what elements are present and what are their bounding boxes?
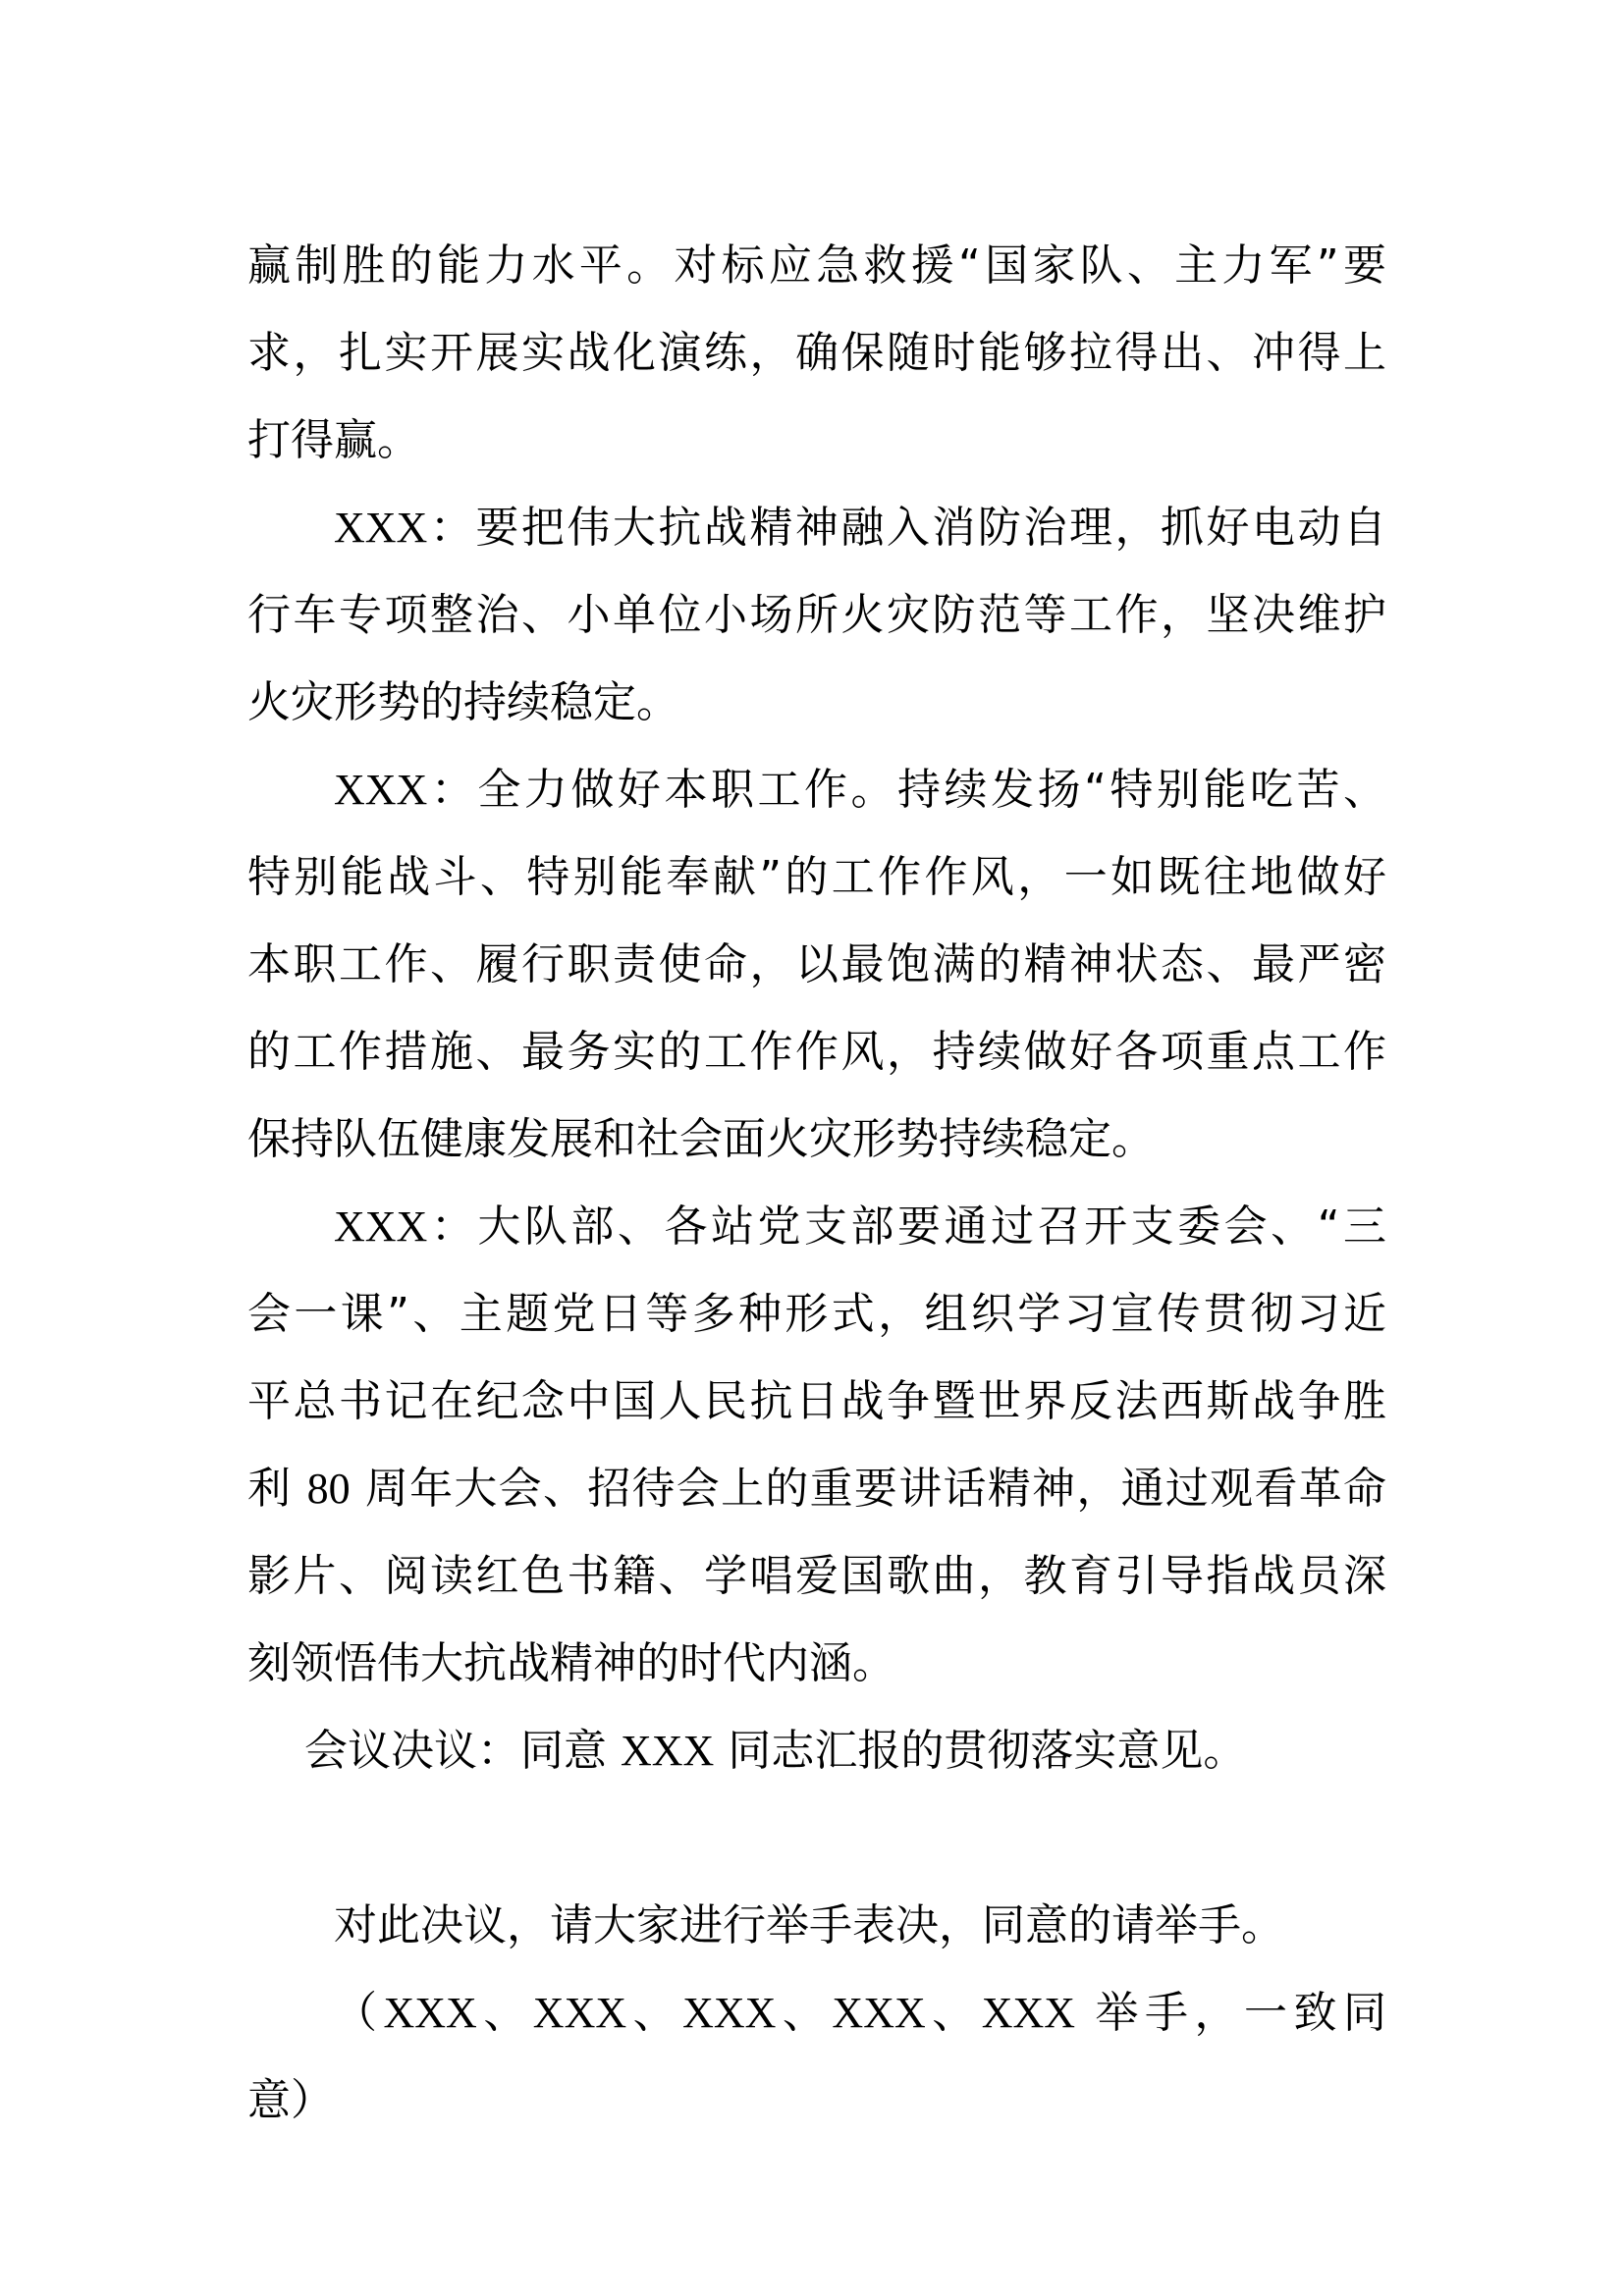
paragraph-line: 刻领悟伟大抗战精神的时代内涵。 bbox=[247, 1638, 895, 1688]
paragraph-text: 全力做好本职工作。持续发扬“特别能吃苦、 bbox=[477, 765, 1387, 815]
paragraph-line: 赢制胜的能力水平。对标应急救援“国家队、主力军”要 bbox=[247, 240, 1386, 291]
reporter-name: XXX bbox=[621, 1727, 715, 1775]
paragraph-line bbox=[247, 1445, 1386, 1532]
paragraph-line: 的工作措施、最务实的工作作风，持续做好各项重点工作 bbox=[247, 1027, 1386, 1077]
paragraph-line: 平总书记在纪念中国人民抗日战争暨世界反法西斯战争胜 bbox=[247, 1376, 1386, 1426]
speaker-paragraph-line bbox=[247, 1183, 1386, 1270]
paragraph-line: 打得赢。 bbox=[247, 415, 420, 465]
paragraph-line: 会一课”、主题党日等多种形式，组织学习宣传贯彻习近 bbox=[247, 1289, 1386, 1339]
resolution-text: 同意 bbox=[520, 1726, 621, 1776]
paragraph-line: 特别能战斗、特别能奉献”的工作作风，一如既往地做好 bbox=[247, 852, 1386, 902]
vote-result-line: 意） bbox=[247, 2075, 334, 2125]
vote-result-line bbox=[247, 1969, 1386, 2056]
voter-names: XXX、XXX、XXX、XXX、XXX bbox=[383, 1989, 1076, 2037]
vote-prompt: 对此决议，请大家进行举手表决，同意的请举手。 bbox=[334, 1900, 1284, 1950]
paragraph-text: 大队部、各站党支部要通过召开支委会、“三 bbox=[477, 1201, 1387, 1252]
paragraph-text: 周年大会、招待会上的重要讲话精神，通过观看革命 bbox=[350, 1464, 1387, 1514]
vote-result-text: 举手，一致同 bbox=[1075, 1988, 1386, 2038]
open-paren: （ bbox=[334, 1988, 384, 2038]
paragraph-line: 本职工作、履行职责使命，以最饱满的精神状态、最严密 bbox=[247, 939, 1386, 989]
speaker-paragraph-line bbox=[247, 746, 1386, 833]
paragraph-line: 求，扎实开展实战化演练，确保随时能够拉得出、冲得上 bbox=[247, 328, 1386, 378]
paragraph-line: 保持队伍健康发展和社会面火灾形势持续稳定。 bbox=[247, 1114, 1155, 1164]
speaker-name: XXX： bbox=[334, 504, 476, 552]
resolution-line bbox=[247, 1707, 1386, 1794]
paragraph-line: 火灾形势的持续稳定。 bbox=[247, 677, 679, 727]
blank-line bbox=[247, 1794, 1386, 1882]
speaker-name: XXX： bbox=[334, 1202, 478, 1251]
speaker-name: XXX： bbox=[334, 766, 478, 814]
speaker-paragraph-line bbox=[247, 484, 1386, 571]
paragraph-line: 影片、阅读红色书籍、学唱爱国歌曲，教育引导指战员深 bbox=[247, 1551, 1386, 1601]
document-page bbox=[247, 222, 1386, 2144]
paragraph-line: 行车专项整治、小单位小场所火灾防范等工作，坚决维护 bbox=[247, 590, 1386, 640]
paragraph-text: 要把伟大抗战精神融入消防治理，抓好电动自 bbox=[475, 503, 1386, 553]
resolution-text: 同志汇报的贯彻落实意见。 bbox=[714, 1726, 1247, 1776]
anniversary-number: 80 bbox=[306, 1465, 351, 1513]
paragraph-text: 利 bbox=[247, 1464, 307, 1514]
resolution-label: 会议决议： bbox=[304, 1726, 520, 1776]
